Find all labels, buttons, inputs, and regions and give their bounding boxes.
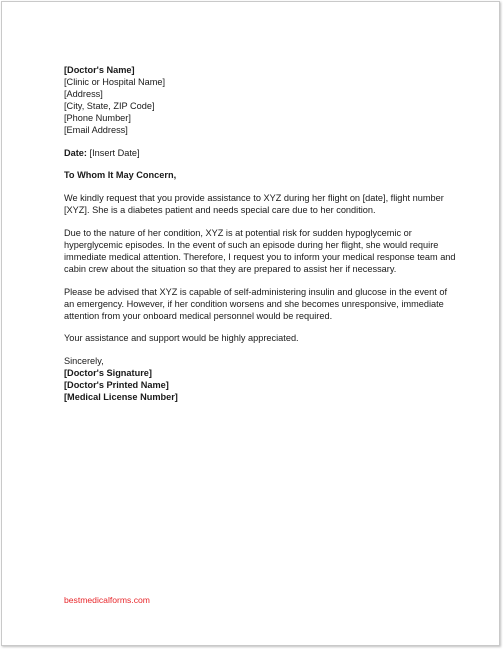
sender-block <box>64 64 459 136</box>
paragraph-condition: Due to the nature of her condition, XYZ is at potential risk for sudden hypoglycemic or hyperglycemic episodes. In the event of such an episode during her flight, she would require immediate medical attention. Therefore, I request you to inform your medical response team and cabin crew about the situation so that they are prepared to assist her if necessary. <box>64 228 456 274</box>
salutation: To Whom It May Concern, <box>64 170 177 180</box>
paragraph-request: We kindly request that you provide assistance to XYZ during her flight on [date], flight number [XYZ]. She is a diabetes patient and needs special care due to her condition. <box>64 193 444 215</box>
paragraph-advisory: Please be advised that XYZ is capable of self-administering insulin and glucose in the event of an emergency. However, if her condition worsens and she becomes unresponsive, immediate attention from your onboard medical personnel would be required. <box>64 287 448 321</box>
doctor-signature: [Doctor's Signature] <box>64 368 152 378</box>
doctor-name: [Doctor's Name] <box>64 65 135 75</box>
medical-license-number: [Medical License Number] <box>64 392 178 402</box>
valediction: Sincerely, <box>64 356 104 366</box>
address: [Address] <box>64 89 103 99</box>
footer-website: bestmedicalforms.com <box>64 595 150 605</box>
doctor-printed-name: [Doctor's Printed Name] <box>64 380 169 390</box>
date-value: [Insert Date] <box>89 148 140 158</box>
paragraph-appreciation: Your assistance and support would be highly appreciated. <box>64 333 299 343</box>
closing-block <box>64 355 459 403</box>
date-line <box>64 147 459 159</box>
date-label: Date: <box>64 148 87 158</box>
letter-body <box>64 64 459 403</box>
phone-number: [Phone Number] <box>64 113 131 123</box>
city-state-zip: [City, State, ZIP Code] <box>64 101 155 111</box>
clinic-name: [Clinic or Hospital Name] <box>64 77 166 87</box>
letter-page <box>1 1 500 646</box>
email-address: [Email Address] <box>64 125 128 135</box>
